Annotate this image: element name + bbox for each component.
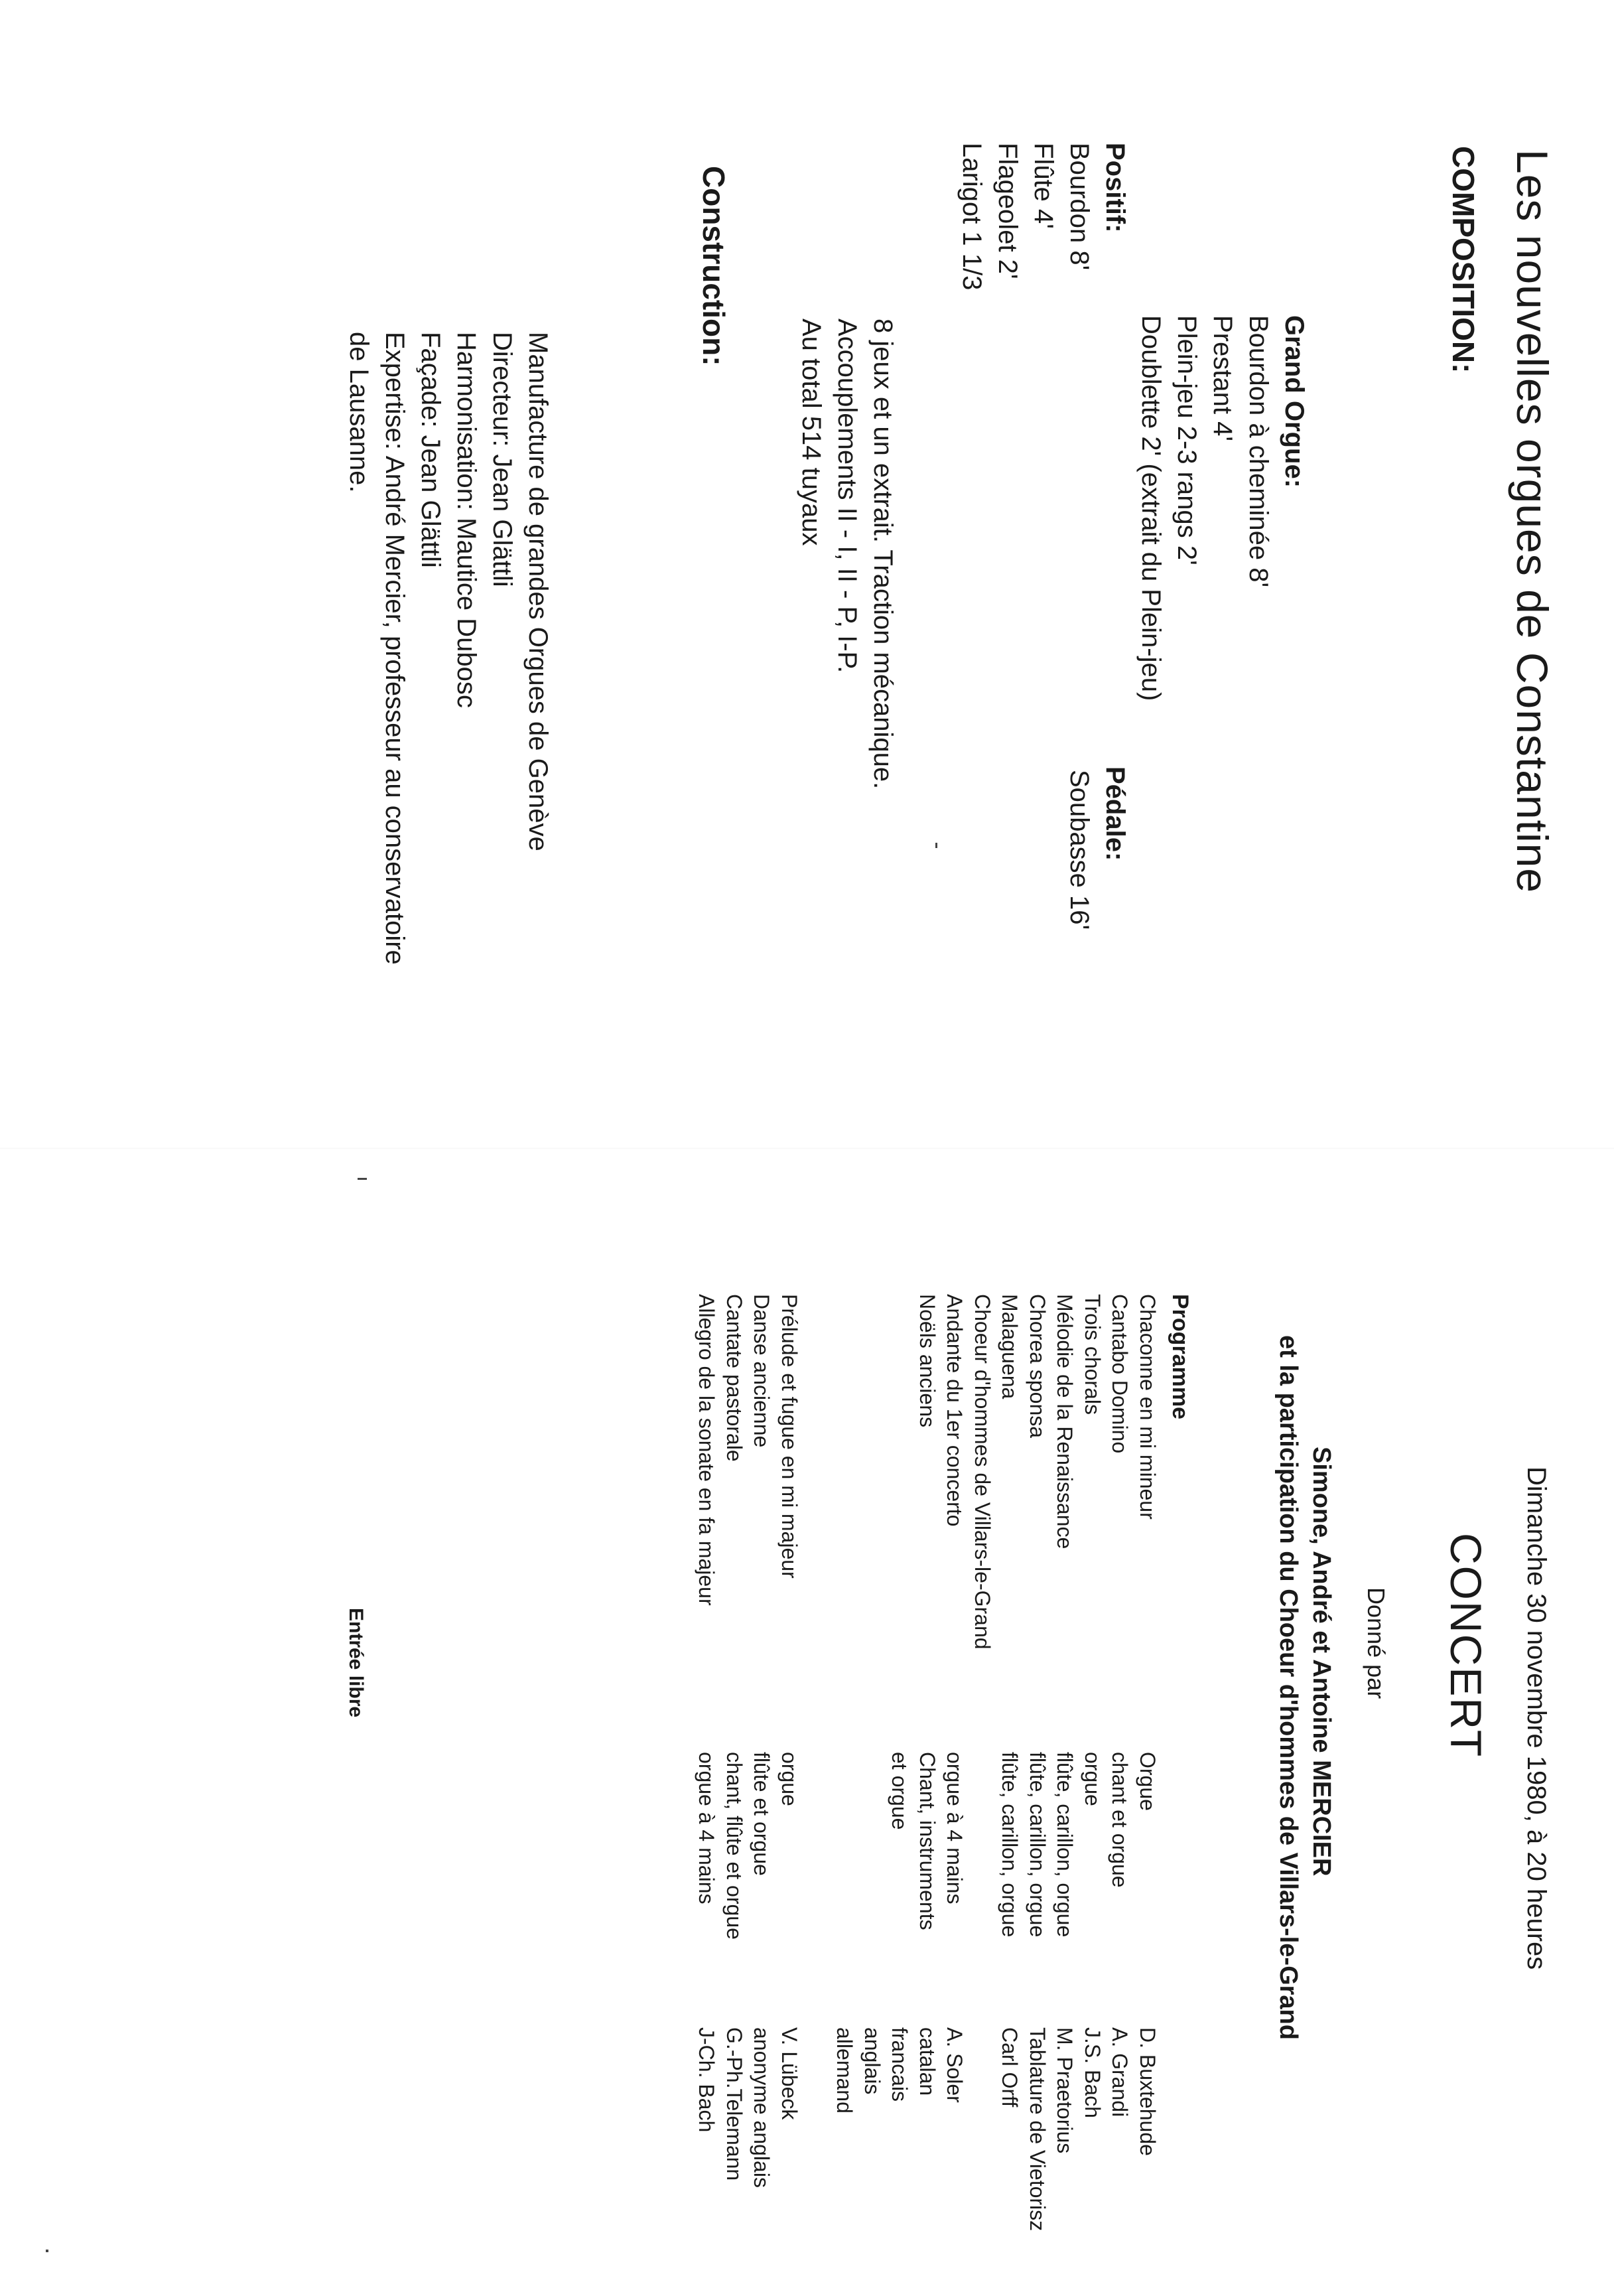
stop-item: Larigot 1 1/3 [957,143,986,291]
summary-line: Accouplements II - I, II - P, I-P. [833,319,862,674]
programme-piece: Malaguena [998,1294,1022,1399]
construction-section [341,332,556,965]
programme-composer: Tablature de Vietorisz [1026,2027,1049,2232]
programme-row [1051,1294,1079,2289]
programme-row [775,1294,803,2289]
scan-speck [46,2250,48,2252]
stop-item: Soubasse 16' [1065,770,1094,930]
stop-item: Plein-jeu 2-3 rangs 2' [1172,315,1201,565]
programme-instruments: chant et orgue [1108,1752,1132,1888]
programme-composer: A. Grandi [1108,2027,1132,2117]
programme-composer: francais [888,2027,912,2102]
programme-piece: Mélodie de la Renaissance [1053,1294,1077,1549]
programme-row [693,1294,720,2289]
organ-summary [793,319,901,789]
concert-date: Dimanche 30 novembre 1980, à 20 heures [1522,1467,1551,1970]
programme-piece: Danse ancienne [750,1294,774,1448]
programme-composer: anglais [860,2027,884,2095]
programme-instruments: Orgue [1136,1752,1160,1811]
programme-row [941,1294,969,2289]
programme-instruments: orgue à 4 mains [695,1752,719,1904]
stop-item: Bourdon 8' [1065,143,1094,271]
construction-line: Manufacture de grandes Orgues de Genève [523,332,553,851]
programme-heading: Programme [1168,1294,1193,1419]
programme-composer: V. Lübeck [777,2027,801,2120]
construction-line: Façade: Jean Glättli [416,332,445,568]
programme-piece: Chorea sponsa [1026,1294,1049,1439]
concert-programme-page [0,1148,1614,2296]
stop-item: Doublette 2' (extrait du Plein-jeu) [1136,315,1166,701]
programme-piece: Allegro de la sonate en fa majeur [695,1294,719,1606]
programme-instruments: orgue à 4 mains [943,1752,967,1904]
grand-orgue-heading: Grand Orgue: [1280,315,1309,488]
programme-piece: Trois chorals [1081,1294,1105,1415]
scan-speck [358,1178,367,1180]
programme-row [748,1294,775,2289]
programme-piece: Prélude et fugue en mi majeur [777,1294,801,1579]
programme-composer: anonyme anglais [750,2027,774,2188]
programme-row [913,1294,941,2289]
grand-orgue-section [1133,315,1312,701]
performers: Simone, André et Antoine MERCIER [1308,1447,1335,1877]
programme-composer: G.-Ph.Telemann [722,2027,746,2181]
programme-row [720,1294,748,2289]
programme-piece: Cantate pastorale [722,1294,746,1462]
programme-composer: catalan [915,2027,939,2096]
programme-instruments: et orgue [888,1752,912,1830]
programme-composer: Carl Orff [998,2027,1022,2108]
programme-row [1079,1294,1107,2289]
given-by-label: Donné par [1363,1587,1390,1699]
stop-item: Flûte 4' [1029,143,1058,229]
stop-item: Bourdon à cheminée 8' [1244,315,1273,588]
programme-row [1024,1294,1051,2289]
programme-piece: Noëls anciens [915,1294,939,1427]
stop-item: Prestant 4' [1208,315,1237,441]
programme-composer: allemand [833,2027,857,2114]
programme-instruments: flûte, carillon, orgue [1053,1752,1077,1938]
programme-piece: Andante du 1er concerto [943,1294,967,1527]
construction-heading: Construction: [697,166,731,366]
programme-composer: J.S. Bach [1081,2027,1105,2118]
construction-line: Expertise: André Mercier, professeur au conservatoire [380,332,409,965]
programme-row [969,1294,996,2289]
programme-instruments: Chant, instruments [915,1752,939,1930]
programme-piece: Chaconne en mi mineur [1136,1294,1160,1520]
scan-speck [935,843,937,848]
page-title: Les nouvelles orgues de Constantine [1508,149,1557,894]
programme-piece: Cantabo Domino [1108,1294,1132,1454]
programme-instruments: flûte, carillon, orgue [1026,1752,1049,1938]
programme-row [1106,1294,1134,2289]
programme-row [886,1294,913,2289]
programme-piece: Choeur d'hommes de Villars-le-Grand [971,1294,994,1650]
construction-line: Directeur: Jean Glättli [488,332,517,587]
positif-section [954,143,1133,290]
participation-line: et la participation du Choeur d'hommes de Villars-le-Grand [1274,1335,1302,2040]
composition-heading: COMPOSITION: [1446,146,1481,374]
programme-row [858,1294,886,2289]
programme-composer: J-Ch. Bach [695,2027,719,2133]
programme-composer: D. Buxtehude [1136,2027,1160,2156]
programme-instruments: flûte et orgue [750,1752,774,1876]
stop-item: Flageolet 2' [993,143,1022,279]
construction-line: de Lausanne. [344,332,373,493]
summary-line: 8 jeux et un extrait. Traction mécanique. [868,319,898,790]
programme-instruments: flûte, carillon, orgue [998,1752,1022,1938]
pedale-section [1061,766,1133,930]
programme-instruments: orgue [777,1752,801,1806]
construction-line: Harmonisation: Mautice Dubosc [452,332,481,708]
entry-note: Entrée libre [345,1608,367,1718]
programme-instruments: chant, flûte et orgue [722,1752,746,1940]
programme-composer: A. Soler [943,2027,967,2103]
pedale-heading: Pédale: [1101,766,1130,861]
programme-row [996,1294,1024,2289]
summary-line: Au total 514 tuyaux [797,319,826,546]
programme-row [831,1294,858,2289]
programme-row [1134,1294,1162,2289]
concert-title: CONCERT [1442,1533,1491,1758]
positif-heading: Positif: [1101,143,1130,233]
programme-composer: M. Praetorius [1053,2027,1077,2154]
programme-instruments: orgue [1081,1752,1105,1806]
